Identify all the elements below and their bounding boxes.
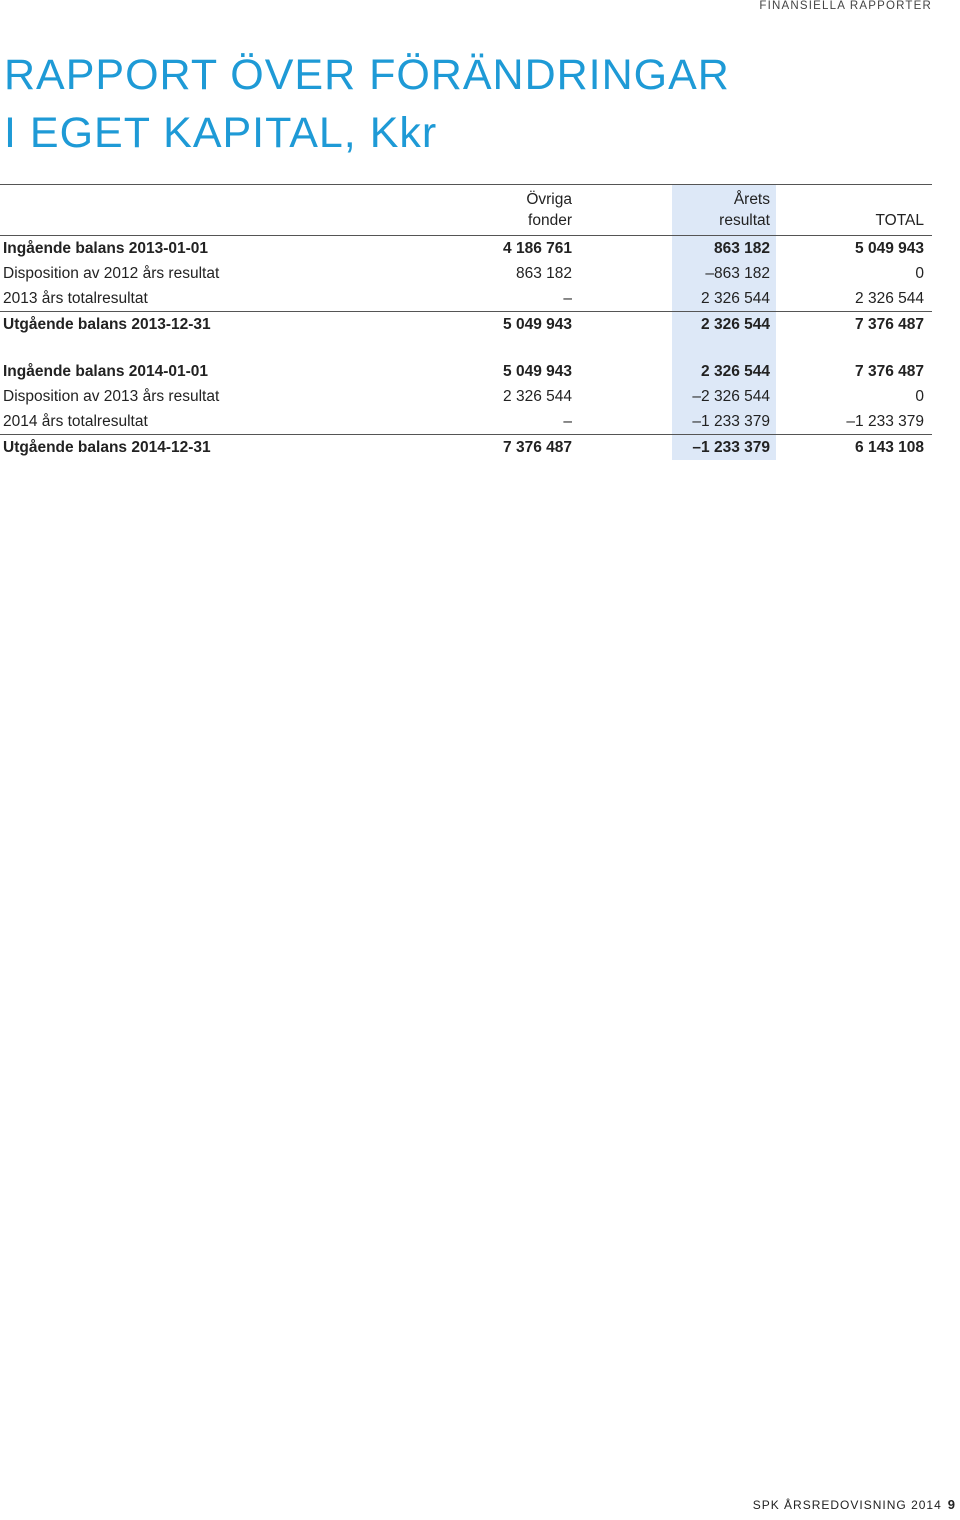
cell-ovriga-fonder: – — [563, 413, 572, 430]
gap-cell — [578, 435, 672, 461]
table-row — [0, 435, 932, 461]
gap-cell — [578, 359, 672, 384]
table-spacer-row — [0, 337, 932, 359]
cell-total: 6 143 108 — [776, 435, 932, 461]
row-label: Disposition av 2012 års resultat — [3, 265, 220, 282]
spacer-cell — [672, 337, 776, 359]
gap-cell — [578, 409, 672, 435]
table-row — [0, 384, 932, 409]
header-label-cell — [0, 185, 480, 236]
column-header-ovriga-fonder-line-2: fonder — [528, 212, 572, 229]
cell-arets-resultat: 2 326 544 — [672, 312, 776, 338]
cell-ovriga-fonder: 4 186 761 — [480, 236, 578, 262]
page-footer — [753, 1497, 956, 1512]
header-gap-cell — [578, 185, 672, 236]
cell-total: 7 376 487 — [855, 363, 924, 380]
cell-ovriga-fonder: 2 326 544 — [503, 388, 572, 405]
page-title-line-1: RAPPORT ÖVER FÖRÄNDRINGAR — [4, 51, 730, 99]
spacer-cell — [776, 337, 932, 359]
spacer-cell — [0, 337, 480, 359]
cell-total: –1 233 379 — [846, 413, 924, 430]
cell-ovriga-fonder: – — [563, 290, 572, 307]
column-header-arets-resultat-line-2: resultat — [719, 212, 770, 229]
table-row — [0, 261, 932, 286]
row-label: Utgående balans 2013-12-31 — [0, 312, 480, 338]
table-row — [0, 409, 932, 435]
spacer-cell — [480, 337, 578, 359]
cell-arets-resultat: –2 326 544 — [672, 384, 776, 409]
column-header-ovriga-fonder — [480, 185, 578, 236]
cell-arets-resultat: –1 233 379 — [672, 435, 776, 461]
table-header-row — [0, 185, 932, 236]
table-row — [0, 312, 932, 338]
column-header-total: TOTAL — [875, 212, 924, 229]
gap-cell — [578, 261, 672, 286]
cell-total: 0 — [915, 265, 924, 282]
cell-ovriga-fonder: 863 182 — [515, 265, 572, 282]
cell-total: 0 — [915, 388, 924, 405]
footer-publication: SPK ÅRSREDOVISNING 2014 — [752, 1498, 942, 1512]
page-number: 9 — [947, 1497, 956, 1512]
row-label: Ingående balans 2013-01-01 — [0, 236, 480, 262]
column-header-arets-resultat — [672, 185, 776, 236]
row-label: Disposition av 2013 års resultat — [3, 388, 220, 405]
cell-arets-resultat: –1 233 379 — [672, 409, 776, 435]
spacer-cell — [578, 337, 672, 359]
table-row — [0, 286, 932, 312]
cell-arets-resultat: 2 326 544 — [672, 359, 776, 384]
gap-cell — [578, 384, 672, 409]
cell-arets-resultat: –863 182 — [672, 261, 776, 286]
cell-total: 2 326 544 — [855, 290, 924, 307]
table-row — [0, 236, 932, 262]
cell-ovriga-fonder: 5 049 943 — [480, 312, 578, 338]
gap-cell — [578, 236, 672, 262]
cell-ovriga-fonder: 5 049 943 — [503, 363, 572, 380]
gap-cell — [578, 286, 672, 312]
row-label: Utgående balans 2014-12-31 — [0, 435, 480, 461]
page-title-line-2: I EGET KAPITAL, Kkr — [4, 109, 438, 157]
cell-arets-resultat: 863 182 — [672, 236, 776, 262]
equity-changes-table — [0, 184, 932, 460]
section-label: FINANSIELLA RAPPORTER — [759, 0, 932, 12]
table-row — [0, 359, 932, 384]
row-label: 2014 års totalresultat — [3, 413, 148, 430]
gap-cell — [578, 312, 672, 338]
page-title — [4, 46, 730, 162]
equity-changes-table-wrapper — [0, 184, 932, 460]
row-label: Ingående balans 2014-01-01 — [3, 363, 209, 380]
column-header-ovriga-fonder-line-1: Övriga — [526, 191, 572, 208]
cell-arets-resultat: 2 326 544 — [672, 286, 776, 312]
row-label: 2013 års totalresultat — [3, 290, 148, 307]
cell-ovriga-fonder: 7 376 487 — [480, 435, 578, 461]
cell-total: 7 376 487 — [776, 312, 932, 338]
cell-total: 5 049 943 — [776, 236, 932, 262]
column-header-arets-resultat-line-1: Årets — [733, 191, 770, 208]
